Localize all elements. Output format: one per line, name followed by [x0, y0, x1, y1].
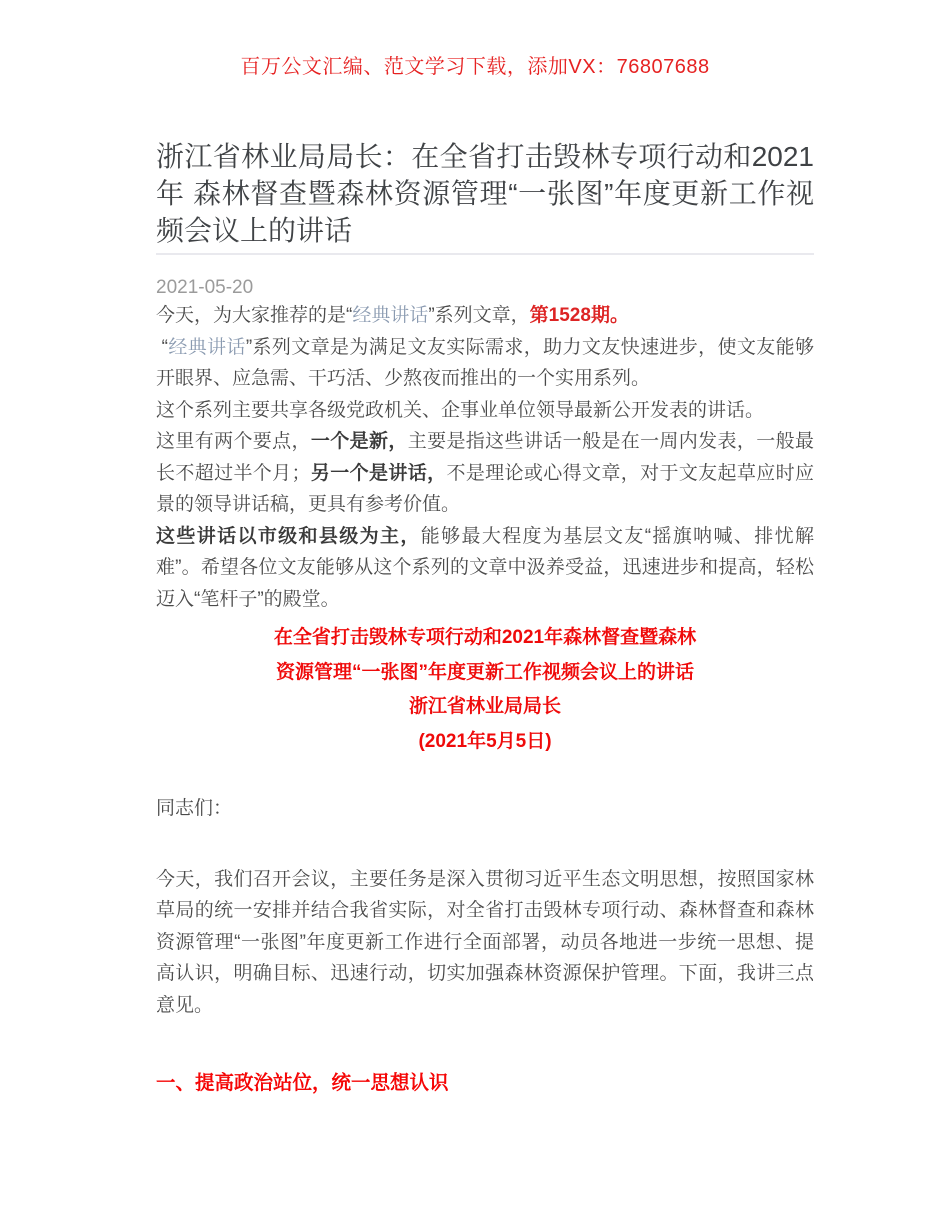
text-segment-normal: 这个系列主要共享各级党政机关、企事业单位领导最新公开发表的讲话。	[156, 399, 765, 421]
text-segment-normal: ”系列文章是为满足文友实际需求，助力文友快速进步，使文友能够开眼界、应急需、干巧活、少熬夜而推出的一个实用系列。	[156, 336, 814, 389]
section-heading-1: 一、提高政治站位，统一思想认识	[156, 1072, 449, 1094]
intro-paragraph-2	[156, 332, 814, 395]
intro-paragraph-5	[156, 521, 814, 616]
speech-title-block	[156, 621, 814, 759]
promo-banner: 百万公文汇编、范文学习下载，添加VX：76807688	[240, 56, 710, 78]
text-segment-normal: 这里有两个要点，	[156, 431, 311, 452]
text-segment-bold: 一个是新，	[310, 431, 408, 452]
title-divider	[156, 253, 814, 255]
intro-paragraph-4	[156, 426, 814, 521]
text-segment-blue: 经典讲话	[352, 305, 429, 326]
publish-date: 2021-05-20	[156, 277, 254, 298]
article-title: 浙江省林业局局长：在全省打击毁林专项行动和2021年 森林督查暨森林资源管理“一张图”年度更新工作视频会议上的讲话	[156, 141, 814, 246]
text-segment-redbold: 第1528期。	[529, 305, 629, 326]
text-segment-blue: 经典讲话	[167, 336, 246, 358]
text-segment-normal: “	[156, 336, 168, 358]
speech-paragraph: 今天，我们召开会议，主要任务是深入贯彻习近平生态文明思想，按照国家林草局的统一安排并结合我省实际，对全省打击毁林专项行动、森林督查和森林资源管理“一张图”年度更新工作进行全面部署，动员各地进一步统一思想、提高认识，明确目标、迅速行动，切实加强森林资源保护管理。下面，我讲三点意见。	[156, 868, 814, 1016]
text-segment-normal: 不是理论或心得文章，对于文友起草应时应景的领导讲话稿，更具有参考价值。	[156, 462, 814, 515]
text-segment-normal: 能够最大程度为基层文友“摇旗呐喊、排忧解难”。希望各位文友能够从这个系列的文章中汲养受益，迅速进步和提高，轻松迈入“笔杆子”的殿堂。	[156, 525, 814, 610]
text-segment-bold: 这些讲话以市级和县级为主，	[156, 525, 421, 547]
speech-date: (2021年5月5日)	[418, 730, 552, 752]
speech-author: 浙江省林业局局长	[408, 696, 561, 717]
salutation: 同志们：	[156, 798, 233, 819]
article-content	[156, 138, 814, 1096]
intro-paragraph-3	[156, 395, 814, 427]
text-segment-normal: 主要是指这些讲话一般是在一周内发表，一般最长不超过半个月；	[156, 431, 814, 484]
text-segment-normal: 今天，为大家推荐的是“	[156, 305, 353, 326]
intro-paragraph-1	[156, 300, 814, 332]
speech-title-line-1: 在全省打击毁林专项行动和2021年森林督查暨森林	[273, 627, 697, 648]
text-segment-normal: ”系列文章，	[428, 305, 530, 326]
intro-section	[156, 300, 814, 615]
speech-title-line-2: 资源管理“一张图”年度更新工作视频会议上的讲话	[275, 661, 694, 683]
text-segment-bold: 另一个是讲话，	[310, 462, 447, 484]
